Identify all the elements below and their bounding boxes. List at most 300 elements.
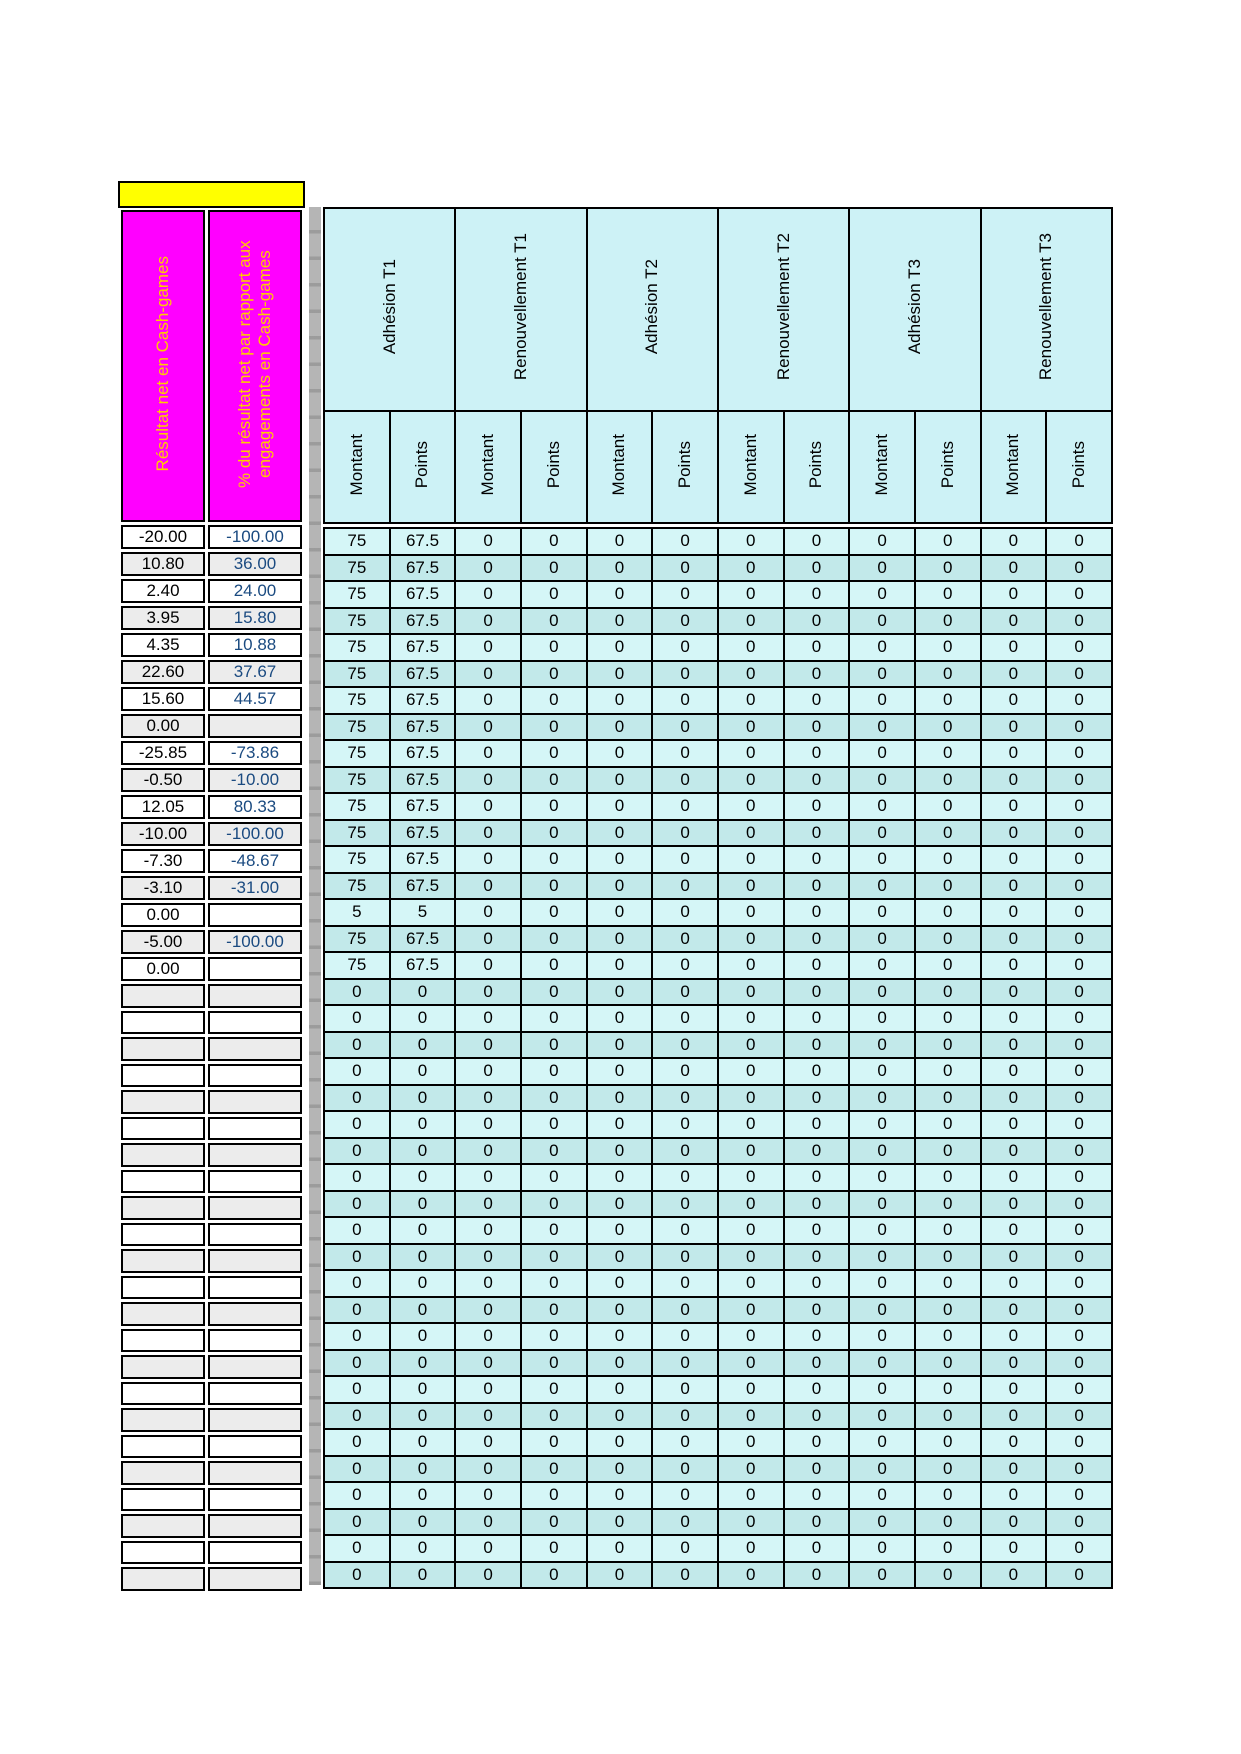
- value-cell: 0: [718, 1350, 784, 1377]
- table-row: [324, 1244, 1112, 1271]
- value-cell: 0: [652, 1032, 718, 1059]
- value-cell: 0: [849, 661, 915, 688]
- value-cell: 0: [718, 979, 784, 1006]
- value-cell: 0: [455, 740, 521, 767]
- value-cell: 0: [324, 1032, 390, 1059]
- value-cell: 0: [981, 528, 1047, 555]
- value-cell: 0: [981, 1244, 1047, 1271]
- value-cell: 0: [455, 1164, 521, 1191]
- table-row: [121, 1461, 302, 1485]
- value-cell: 0: [718, 555, 784, 582]
- value-cell: 0: [521, 1217, 587, 1244]
- value-cell: 0: [849, 1191, 915, 1218]
- value-cell: 0: [784, 899, 850, 926]
- value-cell: 0: [784, 1138, 850, 1165]
- value-cell: 0: [652, 1138, 718, 1165]
- group-header-5: [849, 208, 980, 411]
- value-cell: 0: [324, 1297, 390, 1324]
- table-row: [324, 1403, 1112, 1430]
- value-cell: 0: [849, 820, 915, 847]
- value-cell: 0: [1046, 1376, 1112, 1403]
- sub-header-label: Points: [806, 440, 826, 489]
- table-row: [121, 1382, 302, 1406]
- table-row: [324, 767, 1112, 794]
- table-row: [121, 552, 302, 576]
- table-row: [121, 957, 302, 981]
- value-cell: 67.5: [390, 793, 456, 820]
- percent-cell: [208, 1011, 302, 1035]
- value-cell: 0: [455, 1058, 521, 1085]
- value-cell: 0: [455, 714, 521, 741]
- value-cell: 0: [981, 846, 1047, 873]
- value-cell: 0: [915, 1350, 981, 1377]
- value-cell: 0: [718, 1032, 784, 1059]
- value-cell: 0: [784, 1323, 850, 1350]
- sub-header-montant: [587, 411, 653, 523]
- value-cell: 0: [652, 1244, 718, 1271]
- value-cell: 0: [981, 767, 1047, 794]
- percent-cell: [208, 1302, 302, 1326]
- value-cell: 0: [455, 1032, 521, 1059]
- value-cell: 0: [718, 1562, 784, 1589]
- value-cell: 0: [652, 1456, 718, 1483]
- value-cell: 75: [324, 846, 390, 873]
- value-cell: 0: [390, 1005, 456, 1032]
- value-cell: 0: [849, 1270, 915, 1297]
- value-cell: 0: [390, 1138, 456, 1165]
- value-cell: 67.5: [390, 687, 456, 714]
- value-cell: 0: [849, 581, 915, 608]
- value-cell: 0: [652, 1482, 718, 1509]
- value-cell: 0: [324, 1217, 390, 1244]
- result-cell: -3.10: [121, 876, 205, 900]
- percent-cell: [208, 1170, 302, 1194]
- table-row: [121, 633, 302, 657]
- table-row: [121, 768, 302, 792]
- value-cell: 0: [849, 1085, 915, 1112]
- percent-cell: -10.00: [208, 768, 302, 792]
- value-cell: 0: [784, 1111, 850, 1138]
- value-cell: 0: [981, 1403, 1047, 1430]
- value-cell: 0: [1046, 1164, 1112, 1191]
- value-cell: 0: [587, 1085, 653, 1112]
- sub-header-row: [324, 411, 1112, 523]
- value-cell: 67.5: [390, 528, 456, 555]
- table-row: [324, 581, 1112, 608]
- value-cell: 0: [521, 661, 587, 688]
- value-cell: 0: [652, 1058, 718, 1085]
- value-cell: 0: [1046, 1350, 1112, 1377]
- table-row: [324, 1191, 1112, 1218]
- value-cell: 0: [718, 1403, 784, 1430]
- value-cell: 0: [521, 608, 587, 635]
- value-cell: 0: [784, 1191, 850, 1218]
- value-cell: 0: [849, 634, 915, 661]
- value-cell: 0: [981, 1217, 1047, 1244]
- value-cell: 0: [849, 873, 915, 900]
- value-cell: 0: [784, 714, 850, 741]
- value-cell: 0: [915, 1403, 981, 1430]
- value-cell: 0: [915, 608, 981, 635]
- value-cell: 0: [587, 528, 653, 555]
- value-cell: 0: [849, 714, 915, 741]
- value-cell: 0: [915, 1217, 981, 1244]
- value-cell: 0: [324, 979, 390, 1006]
- table-row: [324, 1509, 1112, 1536]
- table-row: [324, 899, 1112, 926]
- table-row: [121, 579, 302, 603]
- value-cell: 0: [849, 1509, 915, 1536]
- value-cell: 0: [521, 767, 587, 794]
- value-cell: 0: [390, 1164, 456, 1191]
- table-row: [324, 661, 1112, 688]
- value-cell: 0: [587, 1058, 653, 1085]
- value-cell: 0: [652, 1535, 718, 1562]
- table-row: [121, 1276, 302, 1300]
- value-cell: 0: [455, 1403, 521, 1430]
- value-cell: 0: [981, 926, 1047, 953]
- value-cell: 0: [718, 1376, 784, 1403]
- value-cell: 0: [718, 899, 784, 926]
- sub-header-label: Montant: [346, 433, 366, 496]
- value-cell: 0: [324, 1164, 390, 1191]
- value-cell: 0: [981, 634, 1047, 661]
- value-cell: 0: [981, 1535, 1047, 1562]
- value-cell: 0: [652, 1164, 718, 1191]
- value-cell: 0: [915, 873, 981, 900]
- value-cell: 0: [849, 979, 915, 1006]
- table-row: [324, 1376, 1112, 1403]
- value-cell: 0: [521, 1482, 587, 1509]
- value-cell: 0: [784, 1244, 850, 1271]
- result-cell: 22.60: [121, 660, 205, 684]
- value-cell: 0: [521, 1535, 587, 1562]
- value-cell: 0: [324, 1270, 390, 1297]
- value-cell: 0: [455, 1005, 521, 1032]
- table-row: [121, 1170, 302, 1194]
- value-cell: 67.5: [390, 714, 456, 741]
- table-row: [324, 1217, 1112, 1244]
- value-cell: 0: [587, 1297, 653, 1324]
- value-cell: 0: [521, 1005, 587, 1032]
- value-cell: 0: [718, 1535, 784, 1562]
- sub-header-points: [915, 411, 981, 523]
- value-cell: 0: [324, 1403, 390, 1430]
- table-row: [121, 1355, 302, 1379]
- percent-cell: [208, 1037, 302, 1061]
- value-cell: 0: [455, 1350, 521, 1377]
- value-cell: 0: [849, 1456, 915, 1483]
- percent-cell: [208, 1514, 302, 1538]
- value-cell: 0: [849, 1244, 915, 1271]
- value-cell: 0: [455, 1244, 521, 1271]
- result-cell: [121, 1355, 205, 1379]
- result-cell: 0.00: [121, 957, 205, 981]
- sub-header-montant: [324, 411, 390, 523]
- value-cell: 0: [587, 1164, 653, 1191]
- percent-cell: [208, 714, 302, 738]
- value-cell: 0: [915, 1456, 981, 1483]
- value-cell: 0: [981, 899, 1047, 926]
- value-cell: 0: [718, 528, 784, 555]
- value-cell: 0: [981, 714, 1047, 741]
- value-cell: 0: [981, 1376, 1047, 1403]
- value-cell: 0: [455, 1376, 521, 1403]
- value-cell: 0: [784, 1429, 850, 1456]
- value-cell: 0: [915, 926, 981, 953]
- value-cell: 0: [521, 1350, 587, 1377]
- value-cell: 0: [915, 1482, 981, 1509]
- value-cell: 0: [784, 687, 850, 714]
- value-cell: 67.5: [390, 608, 456, 635]
- sub-header-montant: [455, 411, 521, 523]
- percent-cell: 36.00: [208, 552, 302, 576]
- value-cell: 0: [652, 608, 718, 635]
- value-cell: 0: [784, 793, 850, 820]
- table-row: [324, 1270, 1112, 1297]
- table-row: [324, 926, 1112, 953]
- value-cell: 0: [784, 1032, 850, 1059]
- value-cell: 0: [652, 1111, 718, 1138]
- value-cell: 0: [1046, 1138, 1112, 1165]
- value-cell: 0: [718, 634, 784, 661]
- value-cell: 0: [718, 1111, 784, 1138]
- table-row: [324, 1085, 1112, 1112]
- value-cell: 0: [784, 634, 850, 661]
- value-cell: 0: [718, 926, 784, 953]
- row-header-label-row: [121, 210, 302, 522]
- value-cell: 0: [455, 793, 521, 820]
- percent-cell: -48.67: [208, 849, 302, 873]
- table-row: [121, 984, 302, 1008]
- value-cell: 0: [521, 899, 587, 926]
- sub-header-label: Montant: [740, 433, 760, 496]
- value-cell: 0: [455, 926, 521, 953]
- value-cell: 0: [718, 608, 784, 635]
- table-row: [121, 930, 302, 954]
- value-cell: 0: [587, 661, 653, 688]
- percent-cell: [208, 1196, 302, 1220]
- value-cell: 0: [718, 1085, 784, 1112]
- value-cell: 0: [652, 555, 718, 582]
- value-cell: 0: [521, 1509, 587, 1536]
- table-row: [324, 687, 1112, 714]
- table-row: [121, 849, 302, 873]
- sub-header-points: [652, 411, 718, 523]
- table-row: [324, 528, 1112, 555]
- value-cell: 0: [718, 1270, 784, 1297]
- percent-cell: 37.67: [208, 660, 302, 684]
- value-cell: 0: [455, 661, 521, 688]
- percent-cell: 44.57: [208, 687, 302, 711]
- value-cell: 0: [455, 1217, 521, 1244]
- value-cell: 0: [455, 1138, 521, 1165]
- value-cell: 0: [587, 1482, 653, 1509]
- value-cell: 0: [718, 1482, 784, 1509]
- value-cell: 0: [652, 1217, 718, 1244]
- value-cell: 75: [324, 634, 390, 661]
- value-cell: 0: [718, 1244, 784, 1271]
- sub-header-label: Points: [543, 440, 563, 489]
- value-cell: 0: [521, 820, 587, 847]
- value-cell: 75: [324, 608, 390, 635]
- value-cell: 0: [784, 555, 850, 582]
- result-cell: -25.85: [121, 741, 205, 765]
- value-cell: 0: [784, 926, 850, 953]
- value-cell: 0: [915, 1164, 981, 1191]
- value-cell: 0: [718, 952, 784, 979]
- value-cell: 0: [587, 846, 653, 873]
- value-cell: 0: [849, 767, 915, 794]
- values-block: [323, 207, 1113, 1589]
- table-row: [121, 525, 302, 549]
- value-cell: 0: [652, 1562, 718, 1589]
- percent-cell: -100.00: [208, 822, 302, 846]
- value-cell: 0: [981, 1270, 1047, 1297]
- result-cell: [121, 1143, 205, 1167]
- value-cell: 0: [587, 1509, 653, 1536]
- value-cell: 0: [849, 528, 915, 555]
- table-row: [121, 876, 302, 900]
- value-cell: 0: [784, 661, 850, 688]
- value-cell: 0: [652, 661, 718, 688]
- value-cell: 0: [455, 873, 521, 900]
- value-cell: 0: [915, 1535, 981, 1562]
- value-cell: 0: [521, 1191, 587, 1218]
- value-cell: 0: [1046, 820, 1112, 847]
- value-cell: 0: [1046, 1297, 1112, 1324]
- value-cell: 0: [324, 1058, 390, 1085]
- value-cell: 0: [849, 1403, 915, 1430]
- value-cell: 0: [455, 1456, 521, 1483]
- value-cell: 0: [915, 1138, 981, 1165]
- value-cell: 0: [784, 581, 850, 608]
- result-cell: [121, 1329, 205, 1353]
- result-cell: [121, 1435, 205, 1459]
- value-cell: 0: [652, 1429, 718, 1456]
- table-row: [324, 1032, 1112, 1059]
- value-cell: 0: [390, 1191, 456, 1218]
- value-cell: 0: [981, 661, 1047, 688]
- value-cell: 67.5: [390, 555, 456, 582]
- result-cell: -20.00: [121, 525, 205, 549]
- result-cell: [121, 1567, 205, 1591]
- value-cell: 0: [521, 634, 587, 661]
- result-cell: [121, 1382, 205, 1406]
- value-cell: 0: [849, 1058, 915, 1085]
- table-row: [324, 555, 1112, 582]
- percent-cell: 24.00: [208, 579, 302, 603]
- percent-cell: [208, 1090, 302, 1114]
- table-row: [121, 795, 302, 819]
- value-cell: 0: [390, 1058, 456, 1085]
- table-row: [121, 1408, 302, 1432]
- value-cell: 0: [1046, 1403, 1112, 1430]
- value-cell: 0: [981, 820, 1047, 847]
- value-cell: 0: [915, 555, 981, 582]
- value-cell: 0: [390, 1111, 456, 1138]
- value-cell: 0: [455, 1482, 521, 1509]
- table-row: [324, 1058, 1112, 1085]
- value-cell: 0: [521, 555, 587, 582]
- value-cell: 0: [784, 528, 850, 555]
- value-cell: 0: [981, 1164, 1047, 1191]
- percent-cell: [208, 957, 302, 981]
- value-cell: 0: [784, 1482, 850, 1509]
- value-cell: 0: [981, 1562, 1047, 1589]
- value-cell: 0: [784, 1403, 850, 1430]
- value-cell: 0: [587, 1217, 653, 1244]
- value-cell: 0: [521, 793, 587, 820]
- table-row: [324, 979, 1112, 1006]
- sub-header-label: Montant: [609, 433, 629, 496]
- value-cell: 0: [915, 634, 981, 661]
- table-row: [121, 660, 302, 684]
- table-row: [121, 1011, 302, 1035]
- value-cell: 0: [390, 1085, 456, 1112]
- result-cell: [121, 1196, 205, 1220]
- result-cell: [121, 1488, 205, 1512]
- value-cell: 0: [718, 1456, 784, 1483]
- value-cell: 0: [455, 820, 521, 847]
- value-cell: 0: [1046, 767, 1112, 794]
- value-cell: 0: [587, 740, 653, 767]
- value-cell: 0: [1046, 1456, 1112, 1483]
- result-cell: 3.95: [121, 606, 205, 630]
- value-cell: 0: [981, 1429, 1047, 1456]
- value-cell: 0: [915, 1244, 981, 1271]
- percent-cell: [208, 1223, 302, 1247]
- value-cell: 0: [1046, 846, 1112, 873]
- value-cell: 0: [390, 1456, 456, 1483]
- result-cell: 0.00: [121, 714, 205, 738]
- value-cell: 0: [521, 1376, 587, 1403]
- table-row: [121, 1567, 302, 1591]
- value-cell: 0: [652, 1509, 718, 1536]
- value-cell: 0: [915, 1323, 981, 1350]
- value-cell: 67.5: [390, 926, 456, 953]
- table-row: [121, 714, 302, 738]
- value-cell: 0: [652, 767, 718, 794]
- value-cell: 0: [784, 1509, 850, 1536]
- value-cell: 0: [390, 1297, 456, 1324]
- sub-header-label: Points: [412, 440, 432, 489]
- result-cell: [121, 1408, 205, 1432]
- value-cell: 0: [390, 1429, 456, 1456]
- table-row: [324, 1562, 1112, 1589]
- value-cell: 0: [849, 926, 915, 953]
- result-cell: [121, 1541, 205, 1565]
- value-cell: 75: [324, 952, 390, 979]
- result-cell: [121, 984, 205, 1008]
- value-cell: 0: [390, 1403, 456, 1430]
- result-cell: [121, 1037, 205, 1061]
- value-cell: 67.5: [390, 846, 456, 873]
- value-cell: 0: [784, 1058, 850, 1085]
- result-cell: [121, 1249, 205, 1273]
- table-row: [121, 903, 302, 927]
- value-cell: 0: [1046, 661, 1112, 688]
- percent-cell: 80.33: [208, 795, 302, 819]
- value-cell: 0: [521, 846, 587, 873]
- value-cell: 0: [324, 1350, 390, 1377]
- value-cell: 0: [718, 687, 784, 714]
- value-cell: 67.5: [390, 581, 456, 608]
- value-cell: 0: [455, 1323, 521, 1350]
- value-cell: 0: [981, 740, 1047, 767]
- value-cell: 0: [455, 634, 521, 661]
- value-cell: 0: [849, 1482, 915, 1509]
